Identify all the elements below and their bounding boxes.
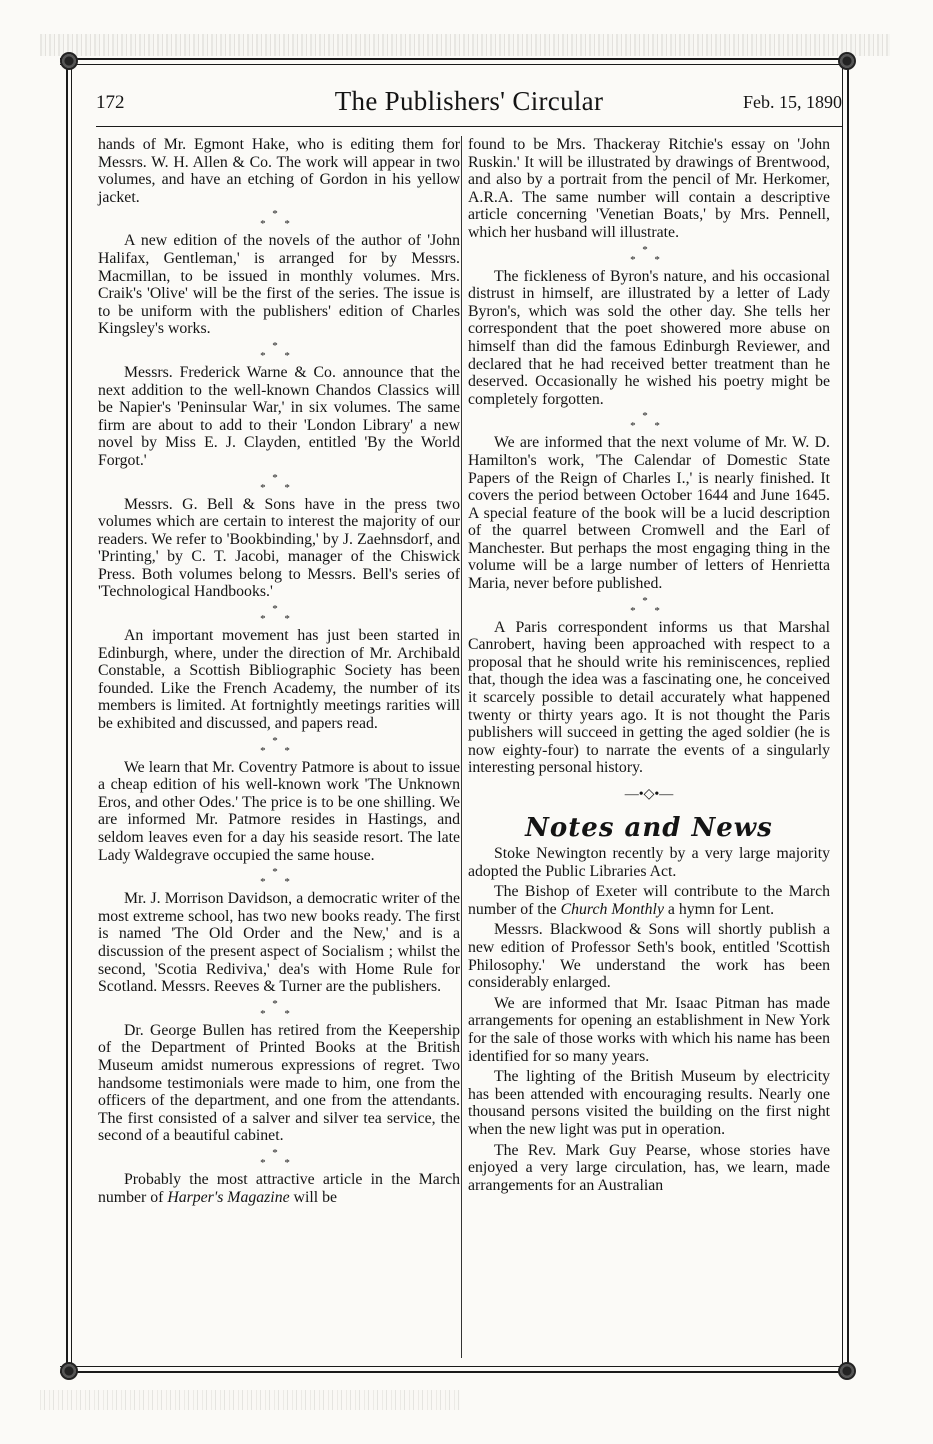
asterism-separator: * * *: [260, 208, 298, 231]
paragraph: We are informed that the next volume of Mr. W. D. Hamilton's work, 'The Calendar of Domestic State Papers of the Reign of Charles I.,' is nearly finished. It covers the period between October 1644 and June 1645. A special feature of the book will be a lucid description of the quarrel between Cromwell and the Earl of Manchester. But perhaps the most engaging thing in the volume will be a large number of letters of Henrietta Maria, never before published.: [468, 434, 830, 593]
page-number: 172: [96, 92, 125, 113]
magazine-title: Harper's Magazine: [167, 1188, 290, 1206]
asterism-separator: * * *: [260, 603, 298, 626]
paragraph: Probably the most attractive article in the March number of Harper's Magazine will be: [98, 1170, 460, 1206]
asterism-separator: * * *: [260, 471, 298, 494]
left-column: [98, 136, 460, 1206]
magazine-title: Church Monthly: [560, 900, 664, 918]
asterism-separator: * * *: [260, 734, 298, 757]
news-item: Messrs. Blackwood & Sons will shortly publish a new edition of Professor Seth's book, entitled 'Scottish Philosophy.' We understand the work has been considerably enlarged.: [468, 921, 830, 992]
page-header: [96, 86, 842, 122]
corner-ornament-icon: [60, 52, 78, 70]
corner-ornament-icon: [60, 1362, 78, 1380]
paragraph: hands of Mr. Egmont Hake, who is editing them for Messrs. W. H. Allen & Co. The work will appear in two volumes, and have an etching of Gordon in his yellow jacket.: [98, 136, 460, 206]
border-right-rule-thin: [842, 66, 843, 1366]
paragraph: An important movement has just been started in Edinburgh, where, under the direction of Mr. Archibald Constable, a Scottish Bibliographic Society has been founded. Like the French Academy, the number of its members is limited. At fortnightly meetings rarities will be exhibited and discussed, and papers read.: [98, 627, 460, 733]
paragraph: found to be Mrs. Thackeray Ritchie's essay on 'John Ruskin.' It will be illustrated by drawings of Brentwood, and also by a portrait from the pencil of Mr. Herkomer, A.R.A. The same number will contain a descriptive article concerning 'Venetian Boats,' by Mrs. Pennell, which her husband will illustrate.: [468, 136, 830, 241]
paragraph: A Paris correspondent informs us that Marshal Canrobert, having been approached with respect to a proposal that he should write his reminiscences, replied that, though the idea was a fascinating one, he conceived it scarcely possible to detail accurately what happened twenty or thirty years ago. It is not thought the Paris publishers will succeed in getting the aged soldier (he is now eighty-four) to narrate the events of a singularly interesting personal history.: [468, 618, 830, 777]
asterism-separator: * * *: [260, 866, 298, 889]
border-bottom-rule: [60, 1371, 850, 1373]
news-item: We are informed that Mr. Isaac Pitman has made arrangements for opening an establishment in New York for the sale of those works with which his name has been identified for so many years.: [468, 994, 830, 1065]
masthead-title: The Publishers' Circular: [334, 86, 604, 116]
news-item: The Rev. Mark Guy Pearse, whose stories have enjoyed a very large circulation, has, we learn, made arrangements for an Australian: [468, 1141, 830, 1194]
asterism-separator: * * *: [630, 594, 668, 617]
section-heading: Notes and News: [525, 813, 773, 843]
asterism-separator: * * *: [260, 339, 298, 362]
news-item: Stoke Newington recently by a very large majority adopted the Public Libraries Act.: [468, 845, 830, 880]
border-right-rule: [847, 66, 849, 1366]
notes-and-news: [468, 845, 830, 1194]
header-rule: [96, 126, 842, 127]
issue-date: Feb. 15, 1890: [743, 92, 842, 112]
paragraph: A new edition of the novels of the author of 'John Halifax, Gentleman,' is arranged for by Messrs. Macmillan, to be issued in monthly volumes. Mrs. Craik's 'Olive' will be the first of the series. The issue is to be uniform with the publishers' edition of Charles Kingsley's works.: [98, 232, 460, 338]
asterism-separator: * * *: [260, 997, 298, 1020]
scan-noise-top: [40, 34, 890, 56]
corner-ornament-icon: [838, 52, 856, 70]
border-bottom-rule-thin: [60, 1366, 850, 1367]
border-top-rule: [60, 58, 850, 60]
section-divider: —•◇•—: [624, 787, 674, 802]
border-left-rule: [66, 66, 68, 1366]
paragraph: The fickleness of Byron's nature, and his occasional distrust in himself, are illustrated by a letter of Lady Byron's, which was sold the other day. She tells her correspondent that the poet showered more abuse on himself than did the famous Edinburgh Reviewer, and declared that he had received better treatment than he deserved. Occasionally he wished his poetry might be completely forgotten.: [468, 267, 830, 408]
asterism-separator: * * *: [260, 1146, 298, 1169]
asterism-separator: * * *: [630, 410, 668, 433]
asterism-separator: * * *: [630, 243, 668, 266]
column-divider: [461, 136, 462, 1358]
right-column: [468, 136, 830, 1197]
paragraph: Mr. J. Morrison Davidson, a democratic writer of the most extreme school, has two new books ready. The first is named 'The Old Order and the New,' and is a discussion of the present aspect of Socialism ; whilst the second, 'Scotia Rediviva,' dea's with Home Rule for Scotland. Messrs. Reeves & Turner are the publishers.: [98, 890, 460, 996]
news-item: The lighting of the British Museum by electricity has been attended with encouraging results. Nearly one thousand persons visited the building on the first night when the new light was put in operation.: [468, 1068, 830, 1138]
border-left-rule-thin: [71, 66, 72, 1366]
paragraph: We learn that Mr. Coventry Patmore is about to issue a cheap edition of his well-known work 'The Unknown Eros, and other Odes.' The price is to be one shilling. We are informed Mr. Patmore resides in Hastings, and seldom leaves even for a day his seaside resort. The late Lady Waldegrave occupied the same house.: [98, 758, 460, 864]
scan-noise-bottom: [40, 1390, 460, 1410]
border-top-rule-thin: [60, 64, 850, 65]
corner-ornament-icon: [838, 1362, 856, 1380]
news-item: The Bishop of Exeter will contribute to the March number of the Church Monthly a hymn for Lent.: [468, 883, 830, 918]
paragraph: Messrs. G. Bell & Sons have in the press two volumes which are certain to interest the majority of our readers. We refer to 'Bookbinding,' by J. Zaehnsdorf, and 'Printing,' by C. T. Jacobi, manager of the Chiswick Press. Both volumes belong to Messrs. Bell's series of 'Technological Handbooks.': [98, 495, 460, 601]
paragraph: Dr. George Bullen has retired from the Keepership of the Department of Printed Books at the British Museum amidst numerous expressions of regret. Two handsome testimonials were made to him, one from the officers of the department, and one from the attendants. The first consisted of a salver and silver tea service, the second of a beautiful cabinet.: [98, 1021, 460, 1145]
paragraph: Messrs. Frederick Warne & Co. announce that the next addition to the well-known Chandos Classics will be Napier's 'Peninsular War,' in six volumes. The same firm are about to add to their 'London Library' a new novel by Miss E. J. Clayden, entitled 'By the World Forgot.': [98, 363, 460, 469]
